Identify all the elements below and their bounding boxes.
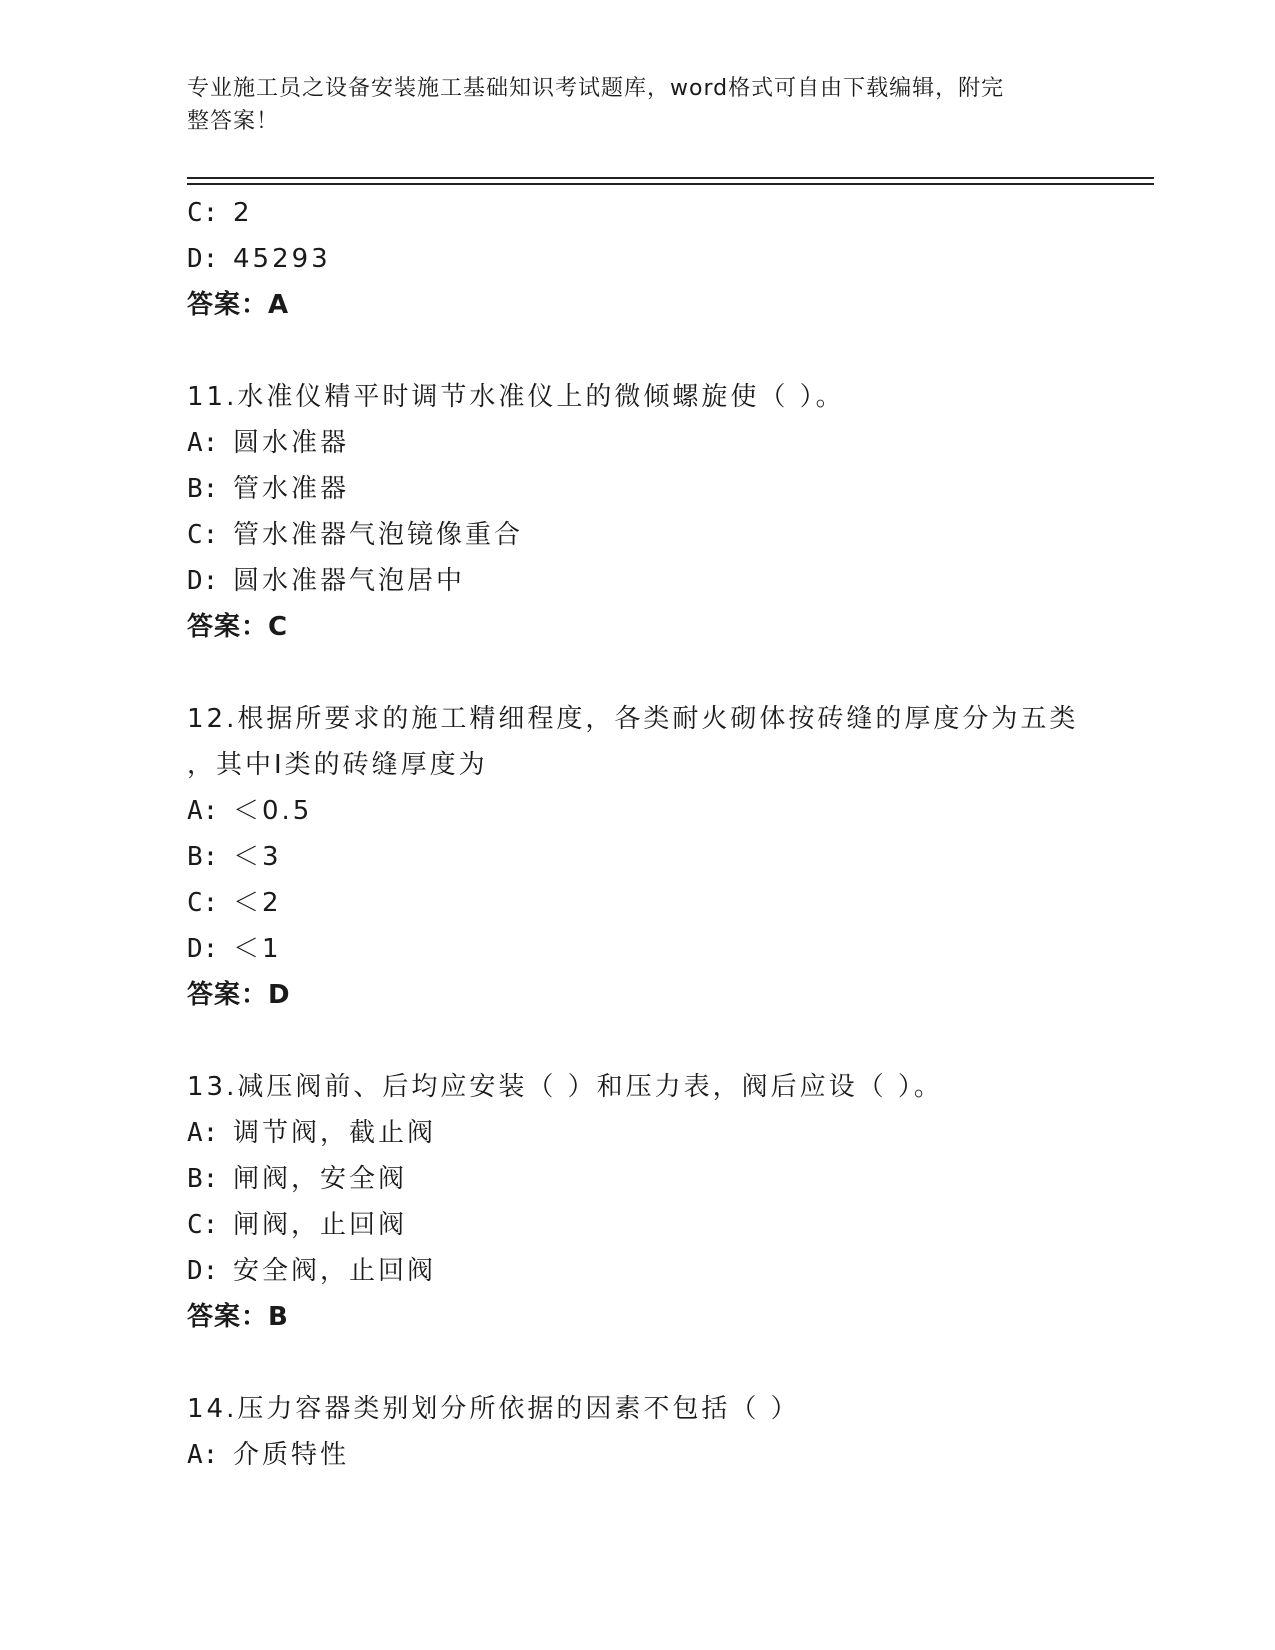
header-line-1: 专业施工员之设备安装施工基础知识考试题库，word格式可自由下载编辑，附完 <box>187 76 1005 101</box>
option-a <box>187 420 1147 466</box>
question-title: 14.压力容器类别划分所依据的因素不包括（ ） <box>187 1394 800 1424</box>
spacer <box>187 328 1147 374</box>
option-d <box>187 236 1147 282</box>
question-title: 12.根据所要求的施工精细程度，各类耐火砌体按砖缝的厚度分为五类 <box>187 704 1079 734</box>
option-c <box>187 190 1147 236</box>
option-label: B: <box>187 842 219 872</box>
option-label: B: <box>187 1164 219 1194</box>
option-label: A: <box>187 1440 219 1470</box>
option-text: 安全阀，止回阀 <box>233 1256 437 1286</box>
option-text: 圆水准器气泡居中 <box>233 566 466 596</box>
header-rule-bottom <box>187 183 1154 185</box>
option-c <box>187 512 1147 558</box>
option-label: C: <box>187 1210 219 1240</box>
option-label: A: <box>187 796 219 826</box>
option-label: D: <box>187 1256 219 1286</box>
option-text: 闸阀，止回阀 <box>233 1210 408 1240</box>
question-14 <box>187 1386 1147 1478</box>
option-text: ＜3 <box>233 842 282 872</box>
option-d <box>187 1248 1147 1294</box>
option-b <box>187 834 1147 880</box>
option-label: B: <box>187 474 219 504</box>
option-label: D: <box>187 244 219 274</box>
option-d <box>187 926 1147 972</box>
option-text: ＜1 <box>233 934 282 964</box>
document-header <box>187 72 1087 138</box>
option-c <box>187 880 1147 926</box>
question-title: 11.水准仪精平时调节水准仪上的微倾螺旋使（ ）。 <box>187 382 845 412</box>
option-label: A: <box>187 1118 219 1148</box>
option-c <box>187 1202 1147 1248</box>
question-13 <box>187 1064 1147 1340</box>
document-body <box>187 190 1147 1478</box>
option-text: 闸阀，安全阀 <box>233 1164 408 1194</box>
option-text: 管水准器 <box>233 474 350 504</box>
option-label: C: <box>187 888 219 918</box>
spacer <box>187 1018 1147 1064</box>
option-text: 圆水准器 <box>233 428 350 458</box>
question-title-continued: ，其中Ⅰ类的砖缝厚度为 <box>187 750 488 780</box>
option-label: D: <box>187 934 219 964</box>
option-text: 调节阀，截止阀 <box>233 1118 437 1148</box>
spacer <box>187 1340 1147 1386</box>
option-text: 45293 <box>233 244 331 274</box>
option-a <box>187 1432 1147 1478</box>
answer-line: 答案：C <box>187 612 289 642</box>
answer-line: 答案：D <box>187 980 291 1010</box>
spacer <box>187 650 1147 696</box>
option-label: C: <box>187 198 219 228</box>
question-12 <box>187 696 1147 1018</box>
option-text: ＜2 <box>233 888 282 918</box>
answer-line: 答案：B <box>187 1302 289 1332</box>
header-line-2: 整答案！ <box>187 109 280 134</box>
header-rule-top <box>187 177 1154 179</box>
question-title: 13.减压阀前、后均应安装（ ）和压力表，阀后应设（ ）。 <box>187 1072 943 1102</box>
option-b <box>187 466 1147 512</box>
option-d <box>187 558 1147 604</box>
option-a <box>187 788 1147 834</box>
option-text: 管水准器气泡镜像重合 <box>233 520 524 550</box>
option-text: 2 <box>233 198 253 228</box>
option-text: ＜0.5 <box>233 796 313 826</box>
option-a <box>187 1110 1147 1156</box>
option-label: C: <box>187 520 219 550</box>
option-b <box>187 1156 1147 1202</box>
answer-line: 答案：A <box>187 290 290 320</box>
option-label: D: <box>187 566 219 596</box>
option-text: 介质特性 <box>233 1440 350 1470</box>
question-11 <box>187 374 1147 650</box>
option-label: A: <box>187 428 219 458</box>
question-10-tail <box>187 190 1147 328</box>
